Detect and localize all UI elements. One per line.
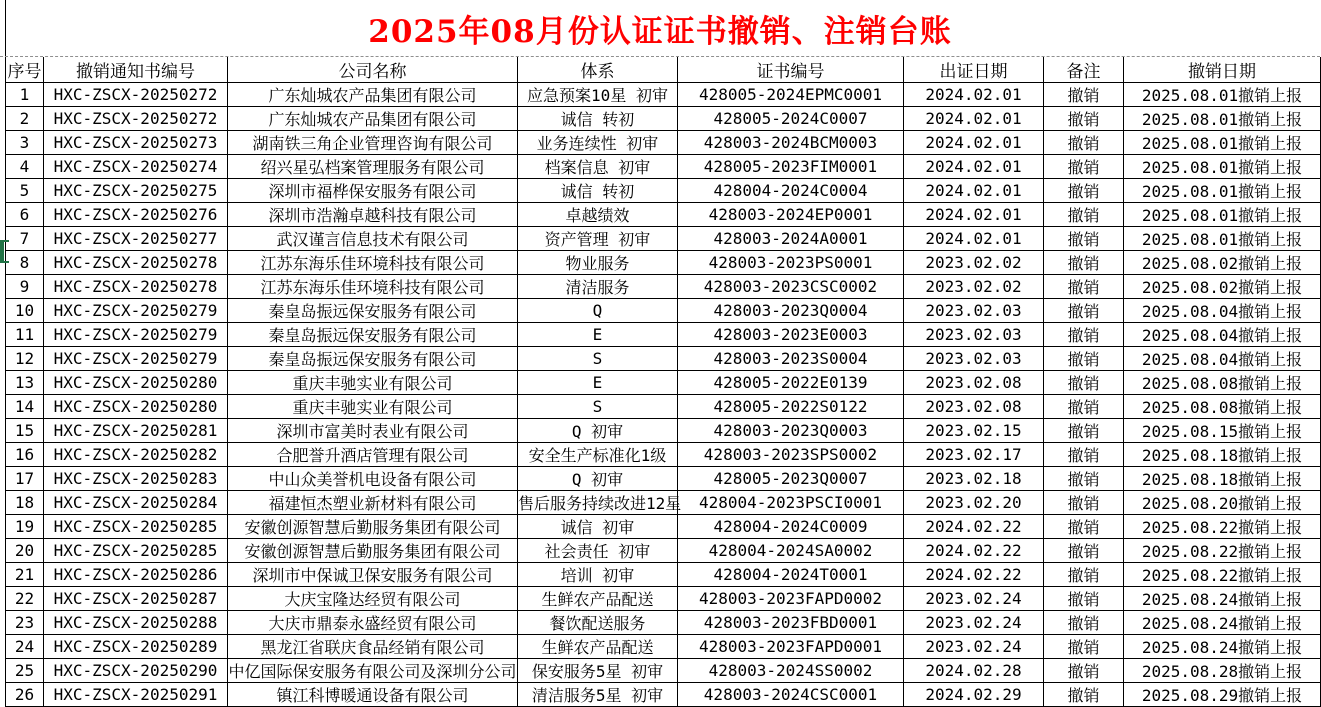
cell-remark[interactable]: 撤销 [1044,635,1124,659]
cell-serial[interactable]: 18 [6,491,44,515]
cell-company[interactable]: 中山众美誉机电设备有限公司 [228,467,518,491]
cell-serial[interactable]: 12 [6,347,44,371]
cell-revoke-date[interactable]: 2025.08.22撤销上报 [1124,539,1321,563]
cell-notice-no[interactable]: HXC-ZSCX-20250285 [44,515,228,539]
cell-system[interactable]: 培训 初审 [518,563,678,587]
cell-revoke-date[interactable]: 2025.08.20撤销上报 [1124,491,1321,515]
cell-notice-no[interactable]: HXC-ZSCX-20250281 [44,419,228,443]
col-header-notice-no[interactable]: 撤销通知书编号 [44,57,228,83]
cell-system[interactable]: E [518,371,678,395]
cell-serial[interactable]: 9 [6,275,44,299]
cell-issue-date[interactable]: 2024.02.28 [904,659,1044,683]
cell-cert-no[interactable]: 428003-2024CSC0001 [678,683,904,707]
cell-system[interactable]: 安全生产标准化1级 [518,443,678,467]
cell-serial[interactable]: 14 [6,395,44,419]
cell-company[interactable]: 深圳市福桦保安服务有限公司 [228,179,518,203]
cell-company[interactable]: 绍兴星弘档案管理服务有限公司 [228,155,518,179]
cell-company[interactable]: 武汉谨言信息技术有限公司 [228,227,518,251]
table-row [6,299,1321,323]
cell-issue-date[interactable]: 2023.02.24 [904,635,1044,659]
cell-notice-no[interactable]: HXC-ZSCX-20250273 [44,131,228,155]
cell-issue-date[interactable]: 2024.02.22 [904,539,1044,563]
cell-notice-no[interactable]: HXC-ZSCX-20250279 [44,299,228,323]
cell-remark[interactable]: 撤销 [1044,323,1124,347]
cell-revoke-date[interactable]: 2025.08.01撤销上报 [1124,83,1321,107]
cell-company[interactable]: 合肥誉升酒店管理有限公司 [228,443,518,467]
cell-remark[interactable]: 撤销 [1044,683,1124,707]
cell-cert-no[interactable]: 428003-2024SS0002 [678,659,904,683]
cell-system[interactable]: 资产管理 初审 [518,227,678,251]
cell-system[interactable]: E [518,323,678,347]
table-row [6,467,1321,491]
cell-revoke-date[interactable]: 2025.08.01撤销上报 [1124,203,1321,227]
cell-remark[interactable]: 撤销 [1044,563,1124,587]
cell-company[interactable]: 秦皇岛振远保安服务有限公司 [228,323,518,347]
cell-system[interactable]: 餐饮配送服务 [518,611,678,635]
cell-serial[interactable]: 22 [6,587,44,611]
cell-company[interactable]: 福建恒杰塑业新材料有限公司 [228,491,518,515]
cell-notice-no[interactable]: HXC-ZSCX-20250282 [44,443,228,467]
table-row [6,155,1321,179]
cell-system[interactable]: S [518,395,678,419]
cell-system[interactable]: 生鲜农产品配送 [518,587,678,611]
table-row [6,251,1321,275]
cell-system[interactable]: 社会责任 初审 [518,539,678,563]
cell-company[interactable]: 大庆市鼎泰永盛经贸有限公司 [228,611,518,635]
cell-serial[interactable]: 7 [6,227,44,251]
cell-cert-no[interactable]: 428004-2023PSCI0001 [678,491,904,515]
cell-remark[interactable]: 撤销 [1044,371,1124,395]
table-row [6,587,1321,611]
cell-remark[interactable]: 撤销 [1044,587,1124,611]
cell-system[interactable]: Q [518,299,678,323]
cell-system[interactable]: 保安服务5星 初审 [518,659,678,683]
cell-serial[interactable]: 13 [6,371,44,395]
cell-company[interactable]: 广东灿城农产品集团有限公司 [228,83,518,107]
cell-revoke-date[interactable]: 2025.08.02撤销上报 [1124,275,1321,299]
cell-cert-no[interactable]: 428003-2023E0003 [678,323,904,347]
cell-cert-no[interactable]: 428003-2023S0004 [678,347,904,371]
table-row [6,611,1321,635]
cell-issue-date[interactable]: 2024.02.01 [904,227,1044,251]
cell-notice-no[interactable]: HXC-ZSCX-20250280 [44,371,228,395]
cell-remark[interactable]: 撤销 [1044,659,1124,683]
cell-system[interactable]: 清洁服务 [518,275,678,299]
cell-company[interactable]: 镇江科博暖通设备有限公司 [228,683,518,707]
cell-revoke-date[interactable]: 2025.08.01撤销上报 [1124,179,1321,203]
cell-remark[interactable]: 撤销 [1044,611,1124,635]
table-row [6,443,1321,467]
cell-notice-no[interactable]: HXC-ZSCX-20250289 [44,635,228,659]
cell-serial[interactable]: 17 [6,467,44,491]
table-row [6,635,1321,659]
cell-serial[interactable]: 10 [6,299,44,323]
col-header-cert-no[interactable]: 证书编号 [678,57,904,83]
cell-remark[interactable]: 撤销 [1044,299,1124,323]
cell-revoke-date[interactable]: 2025.08.24撤销上报 [1124,587,1321,611]
table-row [6,131,1321,155]
cell-remark[interactable]: 撤销 [1044,275,1124,299]
cell-revoke-date[interactable]: 2025.08.01撤销上报 [1124,227,1321,251]
ledger-table-body [6,83,1321,707]
cell-notice-no[interactable]: HXC-ZSCX-20250272 [44,83,228,107]
cell-cert-no[interactable]: 428003-2024BCM0003 [678,131,904,155]
cell-revoke-date[interactable]: 2025.08.18撤销上报 [1124,467,1321,491]
cell-system[interactable]: 档案信息 初审 [518,155,678,179]
cell-cert-no[interactable]: 428005-2022E0139 [678,371,904,395]
cell-issue-date[interactable]: 2024.02.29 [904,683,1044,707]
cell-notice-no[interactable]: HXC-ZSCX-20250290 [44,659,228,683]
cell-notice-no[interactable]: HXC-ZSCX-20250279 [44,323,228,347]
cell-revoke-date[interactable]: 2025.08.15撤销上报 [1124,419,1321,443]
cell-serial[interactable]: 19 [6,515,44,539]
cell-issue-date[interactable]: 2023.02.03 [904,299,1044,323]
cell-serial[interactable]: 20 [6,539,44,563]
cell-cert-no[interactable]: 428003-2023FAPD0001 [678,635,904,659]
cell-serial[interactable]: 16 [6,443,44,467]
ledger-table [5,57,1321,707]
cell-company[interactable]: 深圳市富美时表业有限公司 [228,419,518,443]
cell-system[interactable]: 售后服务持续改进12星 [518,491,678,515]
cell-notice-no[interactable]: HXC-ZSCX-20250284 [44,491,228,515]
cell-notice-no[interactable]: HXC-ZSCX-20250291 [44,683,228,707]
cell-remark[interactable]: 撤销 [1044,467,1124,491]
cell-remark[interactable]: 撤销 [1044,419,1124,443]
cell-serial[interactable]: 26 [6,683,44,707]
cell-revoke-date[interactable]: 2025.08.01撤销上报 [1124,107,1321,131]
cell-revoke-date[interactable]: 2025.08.28撤销上报 [1124,659,1321,683]
cell-remark[interactable]: 撤销 [1044,251,1124,275]
cell-remark[interactable]: 撤销 [1044,515,1124,539]
cell-system[interactable]: 诚信 初审 [518,515,678,539]
cell-issue-date[interactable]: 2024.02.22 [904,563,1044,587]
table-row [6,659,1321,683]
cell-company[interactable]: 大庆宝隆达经贸有限公司 [228,587,518,611]
cell-cert-no[interactable]: 428005-2024C0007 [678,107,904,131]
cell-cert-no[interactable]: 428004-2024SA0002 [678,539,904,563]
table-row [6,323,1321,347]
cell-system[interactable]: 业务连续性 初审 [518,131,678,155]
cell-issue-date[interactable]: 2024.02.01 [904,107,1044,131]
cell-remark[interactable]: 撤销 [1044,491,1124,515]
cell-company[interactable]: 重庆丰驰实业有限公司 [228,395,518,419]
col-header-company[interactable]: 公司名称 [228,57,518,83]
cell-system[interactable]: S [518,347,678,371]
cell-remark[interactable]: 撤销 [1044,227,1124,251]
cell-notice-no[interactable]: HXC-ZSCX-20250280 [44,395,228,419]
active-cell-indicator [0,240,4,263]
cell-revoke-date[interactable]: 2025.08.29撤销上报 [1124,683,1321,707]
cell-cert-no[interactable]: 428004-2024T0001 [678,563,904,587]
table-row [6,395,1321,419]
table-row [6,515,1321,539]
col-header-issue-date[interactable]: 出证日期 [904,57,1044,83]
cell-issue-date[interactable]: 2023.02.24 [904,587,1044,611]
cell-cert-no[interactable]: 428003-2023PS0001 [678,251,904,275]
cell-notice-no[interactable]: HXC-ZSCX-20250276 [44,203,228,227]
cell-notice-no[interactable]: HXC-ZSCX-20250283 [44,467,228,491]
cell-cert-no[interactable]: 428004-2024C0009 [678,515,904,539]
cell-company[interactable]: 深圳市浩瀚卓越科技有限公司 [228,203,518,227]
cell-serial[interactable]: 21 [6,563,44,587]
cell-company[interactable]: 秦皇岛振远保安服务有限公司 [228,347,518,371]
cell-issue-date[interactable]: 2023.02.15 [904,419,1044,443]
cell-revoke-date[interactable]: 2025.08.02撤销上报 [1124,251,1321,275]
cell-company[interactable]: 重庆丰驰实业有限公司 [228,371,518,395]
cell-remark[interactable]: 撤销 [1044,107,1124,131]
cell-system[interactable]: 生鲜农产品配送 [518,635,678,659]
cell-company[interactable]: 安徽创源智慧后勤服务集团有限公司 [228,515,518,539]
cell-cert-no[interactable]: 428004-2024C0004 [678,179,904,203]
cell-cert-no[interactable]: 428005-2024EPMC0001 [678,83,904,107]
cell-notice-no[interactable]: HXC-ZSCX-20250277 [44,227,228,251]
cell-cert-no[interactable]: 428003-2023SPS0002 [678,443,904,467]
cell-serial[interactable]: 6 [6,203,44,227]
cell-issue-date[interactable]: 2023.02.20 [904,491,1044,515]
cell-remark[interactable]: 撤销 [1044,443,1124,467]
cell-revoke-date[interactable]: 2025.08.04撤销上报 [1124,347,1321,371]
cell-company[interactable]: 黑龙江省联庆食品经销有限公司 [228,635,518,659]
cell-revoke-date[interactable]: 2025.08.24撤销上报 [1124,611,1321,635]
cell-cert-no[interactable]: 428003-2023FAPD0002 [678,587,904,611]
cell-remark[interactable]: 撤销 [1044,179,1124,203]
title-row [0,0,1320,57]
cell-revoke-date[interactable]: 2025.08.22撤销上报 [1124,563,1321,587]
cell-revoke-date[interactable]: 2025.08.01撤销上报 [1124,155,1321,179]
cell-system[interactable]: 诚信 转初 [518,179,678,203]
cell-revoke-date[interactable]: 2025.08.22撤销上报 [1124,515,1321,539]
cell-issue-date[interactable]: 2023.02.08 [904,395,1044,419]
cell-serial[interactable]: 1 [6,83,44,107]
cell-serial[interactable]: 3 [6,131,44,155]
cell-cert-no[interactable]: 428005-2022S0122 [678,395,904,419]
cell-company[interactable]: 深圳市中保诚卫保安服务有限公司 [228,563,518,587]
cell-cert-no[interactable]: 428003-2023Q0003 [678,419,904,443]
cell-company[interactable]: 江苏东海乐佳环境科技有限公司 [228,275,518,299]
cell-remark[interactable]: 撤销 [1044,395,1124,419]
table-row [6,227,1321,251]
cell-issue-date[interactable]: 2023.02.02 [904,251,1044,275]
cell-serial[interactable]: 15 [6,419,44,443]
cell-system[interactable]: 应急预案10星 初审 [518,83,678,107]
table-row [6,419,1321,443]
cell-serial[interactable]: 23 [6,611,44,635]
cell-issue-date[interactable]: 2024.02.22 [904,515,1044,539]
cell-issue-date[interactable]: 2023.02.24 [904,611,1044,635]
cell-notice-no[interactable]: HXC-ZSCX-20250274 [44,155,228,179]
table-row [6,83,1321,107]
cell-revoke-date[interactable]: 2025.08.04撤销上报 [1124,323,1321,347]
cell-revoke-date[interactable]: 2025.08.04撤销上报 [1124,299,1321,323]
col-header-serial[interactable]: 序号 [6,57,44,83]
cell-company[interactable]: 江苏东海乐佳环境科技有限公司 [228,251,518,275]
cell-company[interactable]: 安徽创源智慧后勤服务集团有限公司 [228,539,518,563]
table-row [6,275,1321,299]
cell-serial[interactable]: 11 [6,323,44,347]
cell-remark[interactable]: 撤销 [1044,539,1124,563]
cell-cert-no[interactable]: 428003-2023FBD0001 [678,611,904,635]
cell-notice-no[interactable]: HXC-ZSCX-20250275 [44,179,228,203]
table-row [6,539,1321,563]
cell-system[interactable]: 物业服务 [518,251,678,275]
cell-serial[interactable]: 5 [6,179,44,203]
cell-issue-date[interactable]: 2024.02.01 [904,83,1044,107]
table-row [6,683,1321,707]
cell-issue-date[interactable]: 2024.02.01 [904,155,1044,179]
page-title: 2025年08月份认证证书撤销、注销台账 [368,14,952,50]
cell-revoke-date[interactable]: 2025.08.08撤销上报 [1124,395,1321,419]
cell-issue-date[interactable]: 2023.02.17 [904,443,1044,467]
cell-serial[interactable]: 24 [6,635,44,659]
cell-issue-date[interactable]: 2024.02.01 [904,203,1044,227]
cell-revoke-date[interactable]: 2025.08.01撤销上报 [1124,131,1321,155]
cell-system[interactable]: Q 初审 [518,467,678,491]
cell-revoke-date[interactable]: 2025.08.18撤销上报 [1124,443,1321,467]
cell-issue-date[interactable]: 2023.02.03 [904,347,1044,371]
cell-notice-no[interactable]: HXC-ZSCX-20250288 [44,611,228,635]
cell-issue-date[interactable]: 2023.02.03 [904,323,1044,347]
cell-cert-no[interactable]: 428003-2023CSC0002 [678,275,904,299]
cell-notice-no[interactable]: HXC-ZSCX-20250278 [44,275,228,299]
cell-issue-date[interactable]: 2024.02.01 [904,179,1044,203]
cell-serial[interactable]: 25 [6,659,44,683]
cell-notice-no[interactable]: HXC-ZSCX-20250287 [44,587,228,611]
cell-cert-no[interactable]: 428003-2023Q0004 [678,299,904,323]
cell-cert-no[interactable]: 428003-2024A0001 [678,227,904,251]
header-row [6,57,1321,83]
cell-cert-no[interactable]: 428003-2024EP0001 [678,203,904,227]
cell-cert-no[interactable]: 428005-2023FIM0001 [678,155,904,179]
cell-revoke-date[interactable]: 2025.08.24撤销上报 [1124,635,1321,659]
cell-system[interactable]: 清洁服务5星 初审 [518,683,678,707]
cell-revoke-date[interactable]: 2025.08.08撤销上报 [1124,371,1321,395]
cell-remark[interactable]: 撤销 [1044,203,1124,227]
cell-issue-date[interactable]: 2023.02.02 [904,275,1044,299]
table-row [6,347,1321,371]
cell-company[interactable]: 湖南铁三角企业管理咨询有限公司 [228,131,518,155]
cell-issue-date[interactable]: 2024.02.01 [904,131,1044,155]
cell-issue-date[interactable]: 2023.02.18 [904,467,1044,491]
cell-notice-no[interactable]: HXC-ZSCX-20250286 [44,563,228,587]
cell-issue-date[interactable]: 2023.02.08 [904,371,1044,395]
col-header-system[interactable]: 体系 [518,57,678,83]
cell-company[interactable]: 广东灿城农产品集团有限公司 [228,107,518,131]
cell-system[interactable]: Q 初审 [518,419,678,443]
cell-serial[interactable]: 8 [6,251,44,275]
cell-remark[interactable]: 撤销 [1044,347,1124,371]
cell-system[interactable]: 诚信 转初 [518,107,678,131]
cell-remark[interactable]: 撤销 [1044,131,1124,155]
cell-system[interactable]: 卓越绩效 [518,203,678,227]
cell-cert-no[interactable]: 428005-2023Q0007 [678,467,904,491]
table-row [6,491,1321,515]
cell-serial[interactable]: 4 [6,155,44,179]
col-header-remark[interactable]: 备注 [1044,57,1124,83]
cell-notice-no[interactable]: HXC-ZSCX-20250279 [44,347,228,371]
cell-notice-no[interactable]: HXC-ZSCX-20250272 [44,107,228,131]
table-row [6,203,1321,227]
cell-notice-no[interactable]: HXC-ZSCX-20250285 [44,539,228,563]
table-row [6,563,1321,587]
table-row [6,371,1321,395]
cell-company[interactable]: 中亿国际保安服务有限公司及深圳分公司 [228,659,518,683]
table-row [6,107,1321,131]
cell-notice-no[interactable]: HXC-ZSCX-20250278 [44,251,228,275]
cell-remark[interactable]: 撤销 [1044,83,1124,107]
cell-remark[interactable]: 撤销 [1044,155,1124,179]
cell-company[interactable]: 秦皇岛振远保安服务有限公司 [228,299,518,323]
table-row [6,179,1321,203]
col-header-revoke-date[interactable]: 撤销日期 [1124,57,1321,83]
cell-serial[interactable]: 2 [6,107,44,131]
